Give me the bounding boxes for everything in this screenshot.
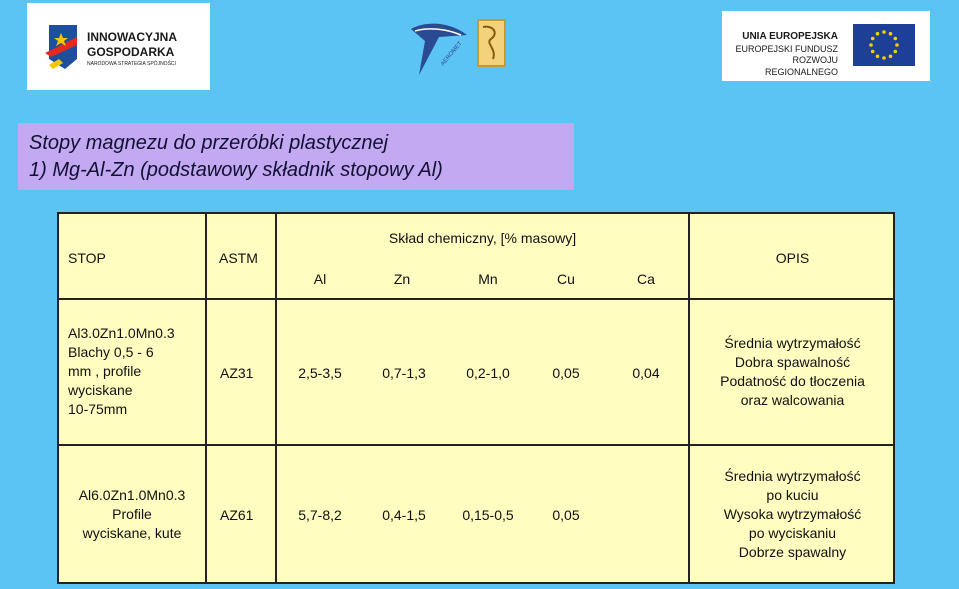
row2-opis	[690, 467, 895, 562]
innowacyjna-gospodarka-logo	[27, 3, 210, 90]
alloy-table	[57, 212, 895, 584]
row1-astm: AZ31	[220, 365, 254, 381]
row1-ca: 0,04	[632, 365, 660, 381]
header-opis: OPIS	[775, 250, 810, 266]
logo-left-line2: GOSPODARKA	[87, 45, 175, 59]
table-divider	[205, 214, 207, 582]
row1-opis-line: Średnia wytrzymałość	[724, 335, 861, 351]
header-al: Al	[313, 271, 327, 287]
row1-opis-line: Dobra spawalność	[734, 354, 851, 370]
row2-al: 5,7-8,2	[298, 507, 342, 523]
eu-flag-icon	[853, 24, 915, 66]
row2-mn: 0,15-0,5	[462, 507, 514, 523]
row1-zn: 0,7-1,3	[382, 365, 426, 381]
table-divider	[59, 298, 893, 300]
row1-stop-line: 10-75mm	[68, 401, 128, 417]
header-astm: ASTM	[219, 250, 258, 266]
logo-right-line1: UNIA EUROPEJSKA	[742, 31, 838, 42]
header-mn: Mn	[478, 271, 498, 287]
row2-opis-line: Wysoka wytrzymałość	[723, 506, 862, 522]
row1-stop-line: Blachy 0,5 - 6	[68, 344, 154, 360]
aeromet-emblem-icon	[405, 15, 475, 80]
row1-stop-line: Al3.0Zn1.0Mn0.3	[68, 325, 175, 341]
title-line2: 1) Mg-Al-Zn (podstawowy składnik stopowy Al)	[29, 159, 443, 181]
row1-al: 2,5-3,5	[298, 365, 342, 381]
row2-cu: 0,05	[552, 507, 580, 523]
logo-left-line3: NARODOWA STRATEGIA SPÓJNOŚCI	[87, 61, 176, 67]
row2-stop	[59, 486, 205, 543]
row2-opis-line: Średnia wytrzymałość	[724, 468, 861, 484]
emblem-frame-icon	[477, 19, 507, 69]
row1-opis	[690, 334, 895, 410]
row2-stop-line: wyciskane, kute	[82, 525, 182, 541]
row1-cu: 0,05	[552, 365, 580, 381]
row2-stop-line: Profile	[112, 506, 152, 522]
row1-stop-line: mm , profile	[68, 363, 142, 379]
row2-opis-line: po kuciu	[766, 487, 819, 503]
row2-stop-line: Al6.0Zn1.0Mn0.3	[78, 487, 186, 503]
header-ca: Ca	[637, 271, 655, 287]
header-cu: Cu	[557, 271, 575, 287]
row1-opis-line: Podatność do tłoczenia	[720, 373, 865, 389]
slide-title	[18, 123, 574, 190]
row1-stop-line: wyciskane	[68, 382, 133, 398]
row2-astm: AZ61	[220, 507, 254, 523]
logo-right-line3: ROZWOJU REGIONALNEGO	[764, 55, 838, 77]
header-zn: Zn	[393, 271, 411, 287]
row2-zn: 0,4-1,5	[382, 507, 426, 523]
row2-opis-line: Dobrze spawalny	[738, 544, 847, 560]
row1-stop	[68, 324, 204, 419]
row2-opis-line: po wyciskaniu	[748, 525, 837, 541]
eu-fund-logo	[722, 11, 930, 81]
aeromet-logo	[405, 15, 515, 80]
title-line1: Stopy magnezu do przeróbki plastycznej	[29, 132, 389, 154]
logo-right-line2: EUROPEJSKI FUNDUSZ	[735, 44, 838, 54]
logo-left-line1: INNOWACYJNA	[87, 30, 178, 44]
row1-mn: 0,2-1,0	[466, 365, 510, 381]
header-stop: STOP	[68, 250, 106, 266]
header-composition: Skład chemiczny, [% masowy]	[388, 230, 577, 246]
flag-star-icon	[45, 23, 81, 69]
table-divider	[275, 214, 277, 582]
row1-opis-line: oraz walcowania	[740, 392, 845, 408]
table-divider	[59, 444, 893, 446]
aeromet-text: AEROMET	[440, 40, 464, 68]
